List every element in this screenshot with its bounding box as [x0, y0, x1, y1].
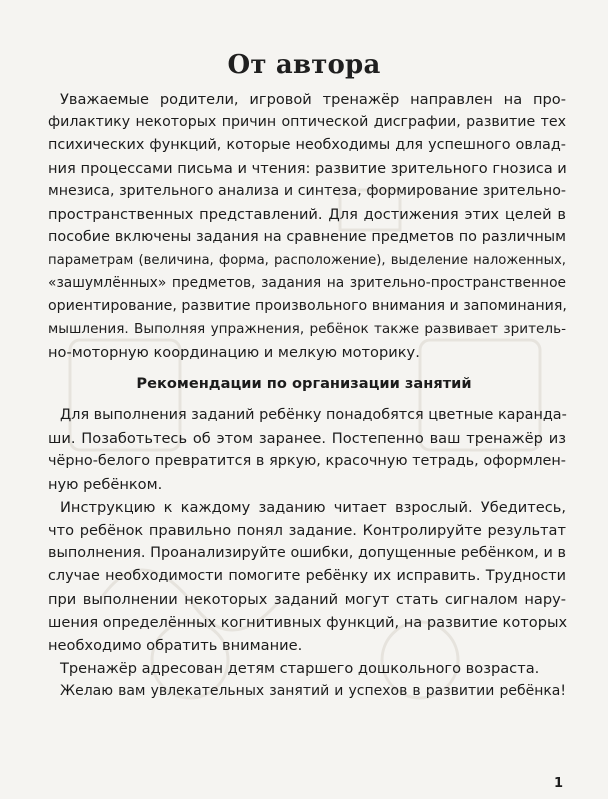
text-line: Для выполнения заданий ребёнку понадобятся цветные каранда-: [60, 407, 567, 423]
text-line: при выполнении некоторых заданий могут стать сигналом нару-: [48, 591, 566, 608]
text-line: пространственных представлений. Для достижения этих целей в: [48, 206, 566, 223]
text-line: необходимо обратить внимание.: [48, 637, 303, 654]
text-line: что ребёнок правильно понял задание. Контролируйте результат: [48, 522, 566, 539]
text-line: Инструкцию к каждому заданию читает взрослый. Убедитесь,: [60, 499, 566, 516]
paragraph-wishes: Желаю вам увлекательных занятий и успехов в развитии ребёнка!: [60, 683, 566, 699]
page-title: От автора: [227, 50, 381, 80]
paragraph-audience: Тренажёр адресован детям старшего дошкольного возраста.: [60, 660, 540, 677]
text-line: пособие включены задания на сравнение предметов по различным: [48, 229, 566, 245]
text-line: чёрно-белого превратится в яркую, красочную тетрадь, оформлен-: [48, 453, 566, 469]
page-number: 1: [554, 776, 564, 791]
text-line: «зашумлённых» предметов, задания на зрительно-пространственное: [48, 275, 566, 291]
text-line: Уважаемые родители, игровой тренажёр направлен на про-: [60, 91, 566, 108]
text-line: шения определённых когнитивных функций, на развитие которых: [48, 614, 568, 631]
text-line: случае необходимости помогите ребёнку их исправить. Трудности: [48, 568, 566, 584]
text-line: выполнения. Проанализируйте ошибки, допущенные ребёнком, и в: [48, 545, 566, 561]
text-line: мнезиса, зрительного анализа и синтеза, формирование зрительно-: [48, 183, 566, 199]
text-line: ную ребёнком.: [48, 476, 163, 493]
text-line: ориентирование, развитие произвольного внимания и запоминания,: [48, 298, 567, 314]
text-line: мышления. Выполняя упражнения, ребёнок также развивает зритель-: [48, 321, 566, 337]
text-line: филактику некоторых причин оптической дисграфии, развитие тех: [48, 114, 566, 130]
section-heading: Рекомендации по организации занятий: [136, 375, 472, 392]
text-line: психических функций, которые необходимы для успешного овлад-: [48, 137, 566, 153]
text-line: но-моторную координацию и мелкую моторику.: [48, 344, 420, 361]
text-line: параметрам (величина, форма, расположение), выделение наложенных,: [48, 253, 566, 268]
text-line: ши. Позаботьтесь об этом заранее. Постепенно ваш тренажёр из: [48, 430, 566, 447]
text-line: ния процессами письма и чтения: развитие зрительного гнозиса и: [48, 160, 567, 177]
